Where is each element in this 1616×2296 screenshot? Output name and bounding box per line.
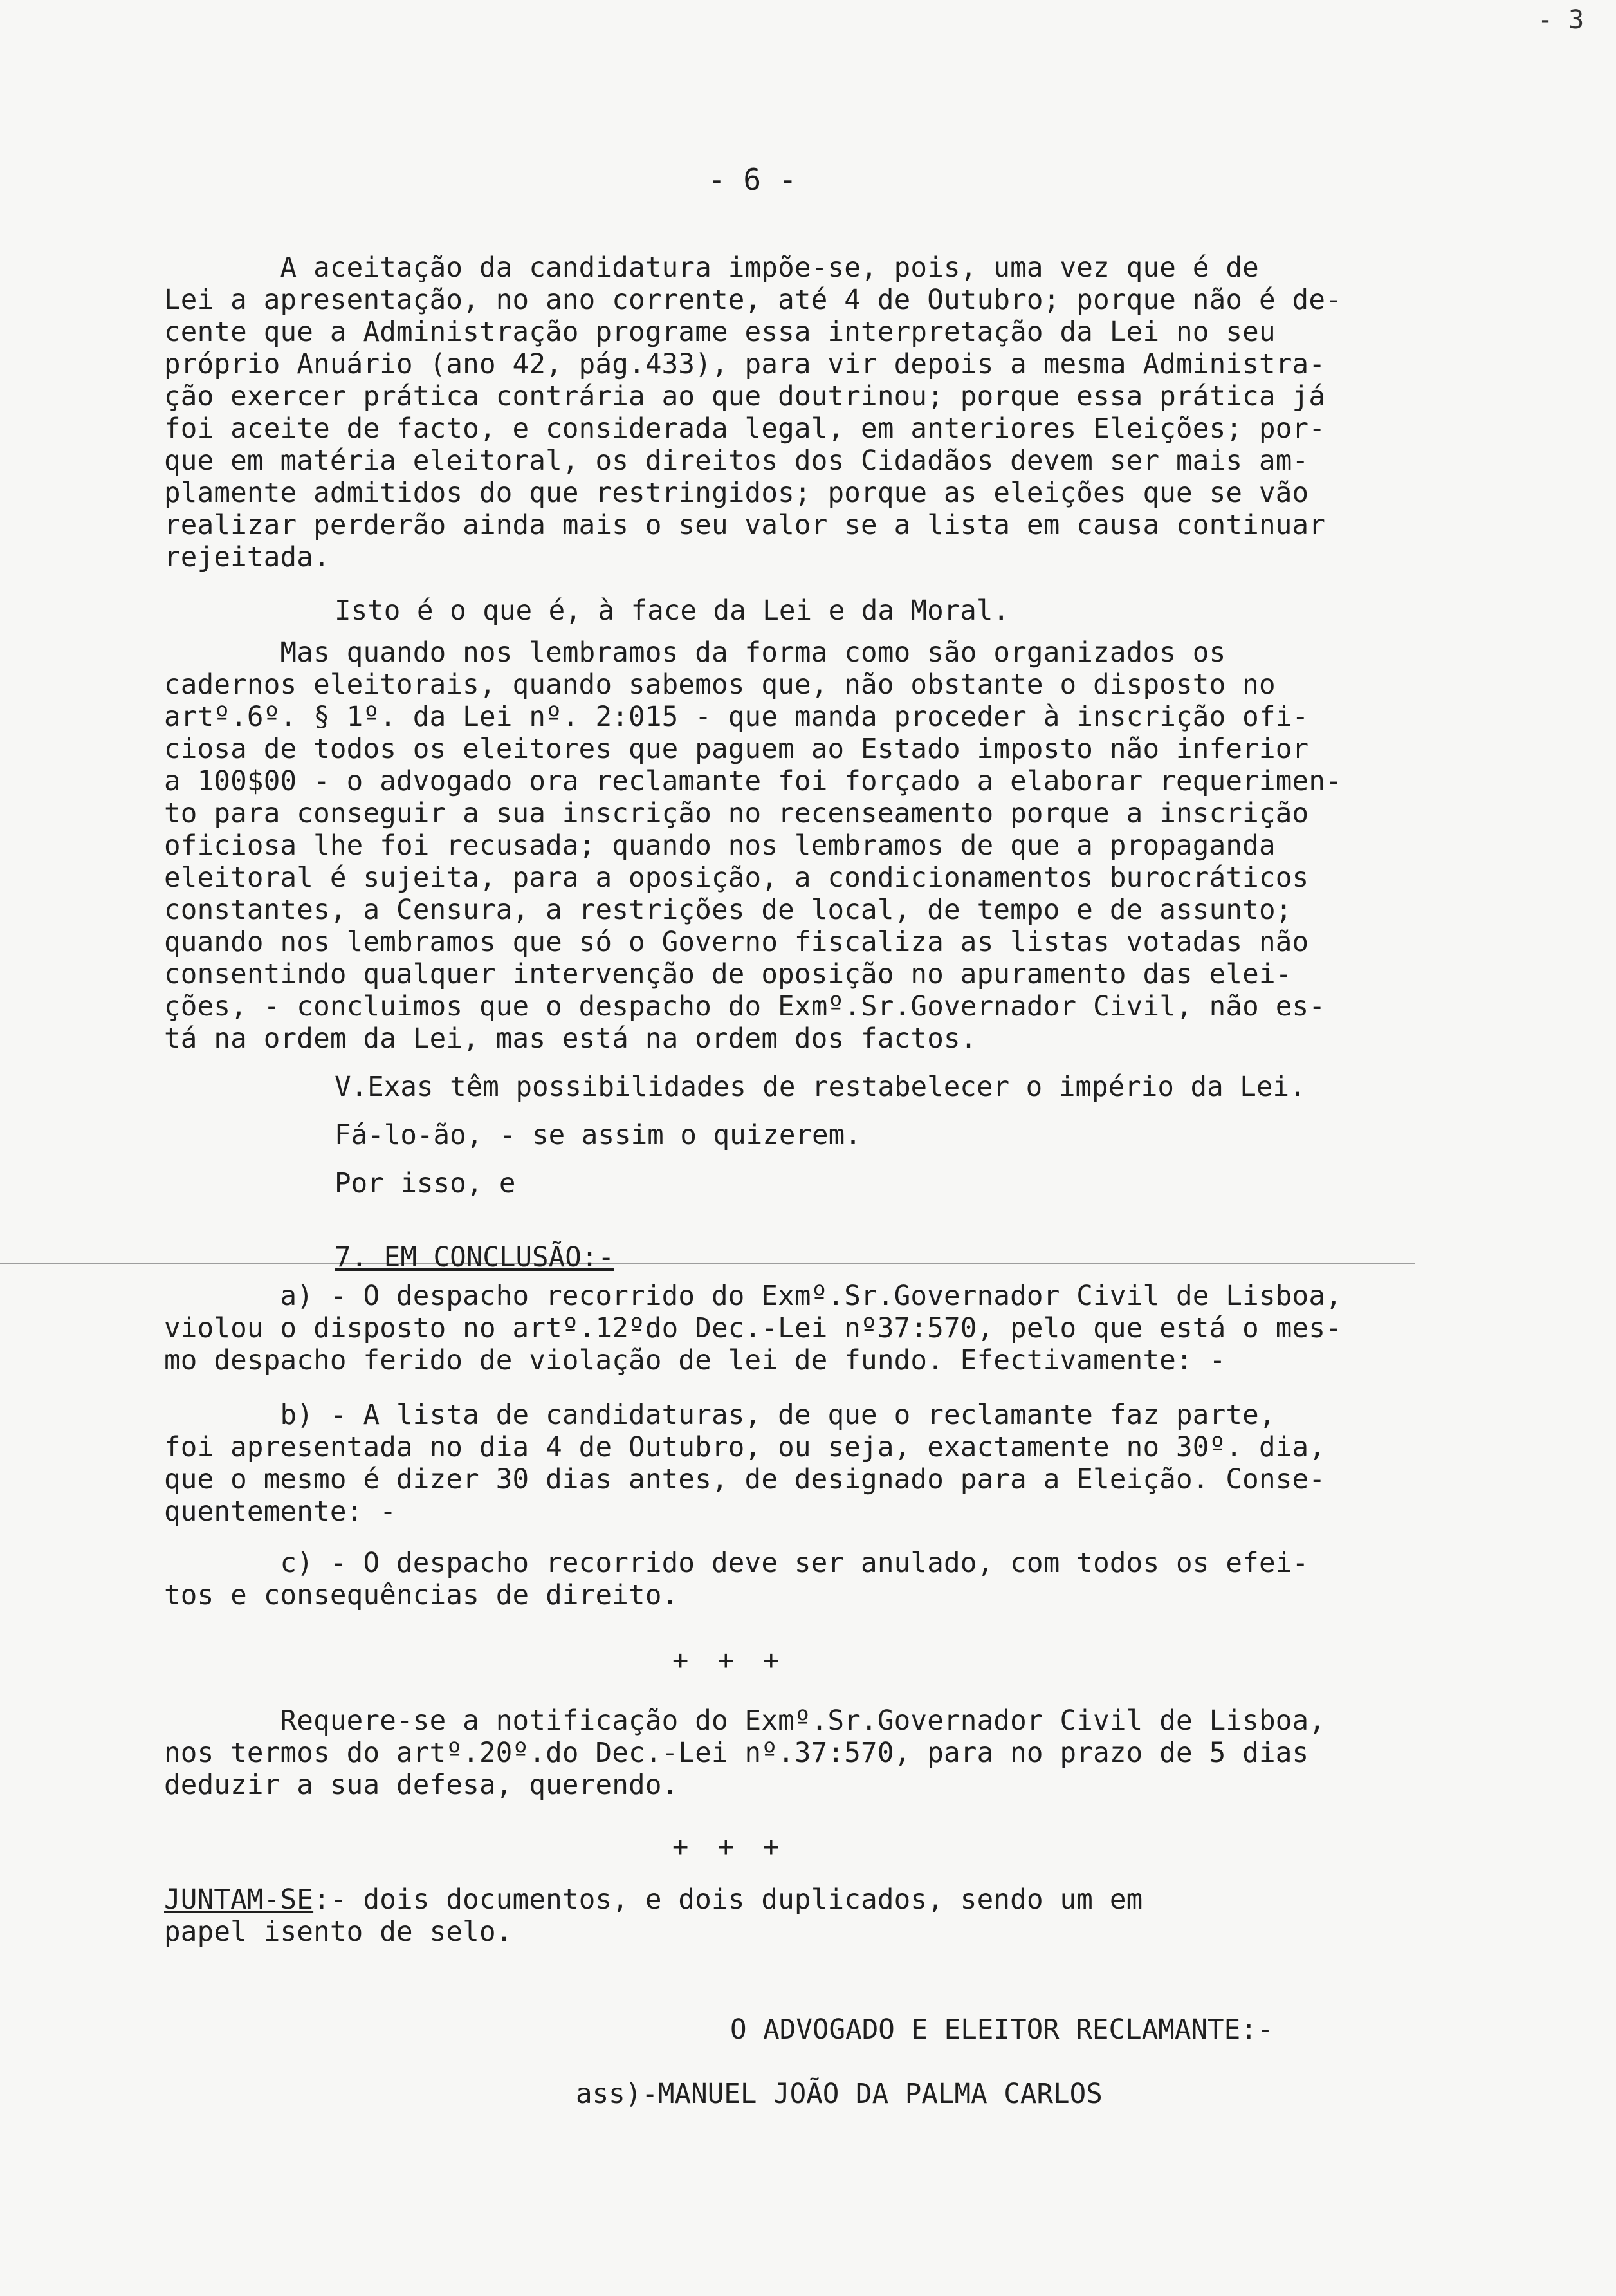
conclusion-item-c: c) - O despacho recorrido deve ser anulado, com todos os efei- tos e consequências de direito. [164,1548,1309,1611]
signature-line: ass)-MANUEL JOÃO DA PALMA CARLOS [576,2078,1103,2110]
conclusion-item-a: a) - O despacho recorrido do Exmº.Sr.Governador Civil de Lisboa, violou o disposto no artº.12ºdo Dec.-Lei nº37:570, pelo que está o mes- mo despacho ferido de violação de lei de fundo. Efectivamente: - [164,1281,1342,1376]
paragraph-requerimento: Requere-se a notificação do Exmº.Sr.Governador Civil de Lisboa, nos termos do artº.20º.do Dec.-Lei nº.37:570, para no prazo de 5 dias deduzir a sua defesa, querendo. [164,1705,1326,1801]
juntam-label: JUNTAM-SE [164,1884,314,1916]
paragraph-quizerem: Fá-lo-ão, - se assim o quizerem. [335,1120,861,1151]
paragraph-por-isso: Por isso, e [335,1168,516,1199]
section-heading-conclusao: 7. EM CONCLUSÃO:- [335,1242,614,1273]
closing-line: O ADVOGADO E ELEITOR RECLAMANTE:- [730,2014,1274,2046]
separator-1: + + + [672,1644,786,1676]
scan-rule-line [0,1263,1415,1264]
paragraph-juntam [164,1884,1566,1949]
paragraph-restabelecer: V.Exas têm possibilidades de restabelecer o império da Lei. [335,1071,1306,1103]
page-number: - 6 - [708,162,797,197]
paragraph-cadernos: Mas quando nos lembramos da forma como são organizados os cadernos eleitorais, quando sabemos que, não obstante o disposto no artº.6º. § 1º. da Lei nº. 2:015 - que manda proceder à inscrição ofi- ciosa de todos os eleitores que paguem ao Estado imposto não inferior a 100$00 - o advogado ora reclamante foi forçado a elaborar requerimen- to para conseguir a sua inscrição no recenseamento porque a inscrição oficiosa lhe foi recusada; quando nos lembramos de que a propaganda eleitoral é sujeita, para a oposição, a condicionamentos burocráticos constantes, a Censura, a restrições de local, de tempo e de assunto; quando nos lembramos que só o Governo fiscaliza as listas votadas não consentindo qualquer intervenção de oposição no apuramento das elei- ções, - concluimos que o despacho do Exmº.Sr.Governador Civil, não es- tá na ordem da Lei, mas está na ordem dos factos. [164,637,1342,1055]
paragraph-lei-moral: Isto é o que é, à face da Lei e da Moral. [335,595,1010,627]
conclusion-item-b: b) - A lista de candidaturas, de que o reclamante faz parte, foi apresentada no dia 4 de Outubro, ou seja, exactamente no 30º. dia, que o mesmo é dizer 30 dias antes, de designado para a Eleição. Conse- quentemente: - [164,1400,1326,1528]
separator-2: + + + [672,1831,786,1862]
corner-mark: - 3 [1538,5,1584,35]
juntam-text: :- dois documentos, e dois duplicados, sendo um em papel isento de selo. [164,1884,1143,1948]
paragraph-candidatura: A aceitação da candidatura impõe-se, pois, uma vez que é de Lei a apresentação, no ano corrente, até 4 de Outubro; porque não é de- cente que a Administração programe essa interpretação da Lei no seu próprio Anuário (ano 42, pág.433), para vir depois a mesma Administra- ção exercer prática contrária ao que doutrinou; porque essa prática já foi aceite de facto, e considerada legal, em anteriores Eleições; por- que em matéria eleitoral, os direitos dos Cidadãos devem ser mais am- plamente admitidos do que restringidos; porque as eleições que se vão realizar perderão ainda mais o seu valor se a lista em causa continuar rejeitada. [164,252,1342,573]
